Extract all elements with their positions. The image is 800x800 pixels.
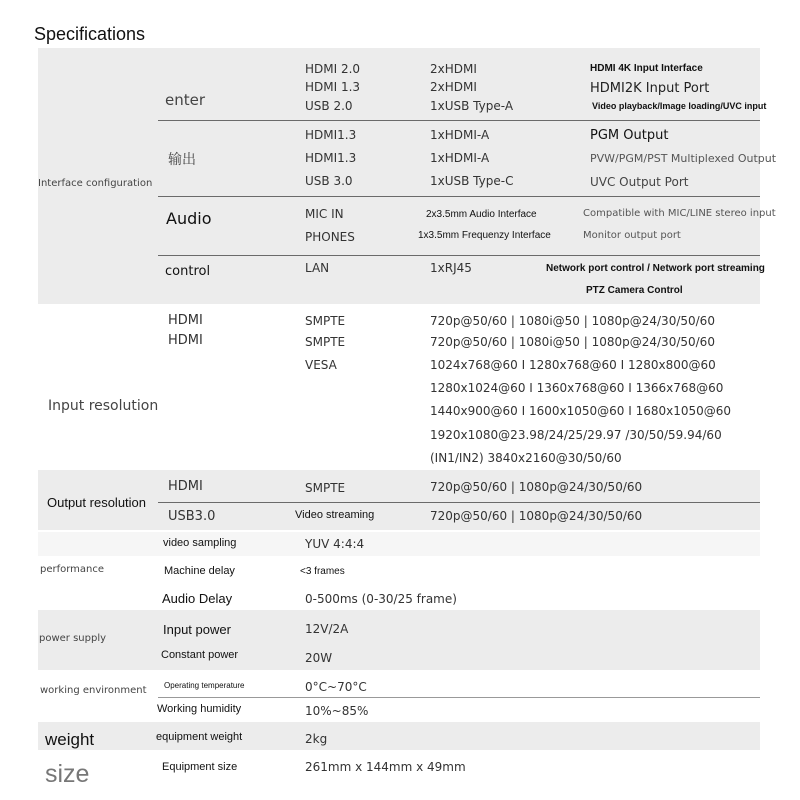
- input-port-1: HDMI: [168, 313, 203, 328]
- perf-value-3: 0-500ms (0-30/25 frame): [305, 592, 457, 606]
- perf-value-2: <3 frames: [300, 566, 345, 577]
- out-value-2: 720p@50/60 | 1080p@24/30/50/60: [430, 509, 643, 523]
- audio-type-1: 2x3.5mm Audio Interface: [426, 209, 537, 220]
- out-std-1: SMPTE: [305, 481, 346, 495]
- perf-name-2: Machine delay: [164, 565, 235, 577]
- perf-value-1: YUV 4:4:4: [305, 537, 365, 551]
- page-title: Specifications: [34, 24, 146, 44]
- input-value-6: 1920x1080@23.98/24/25/29.97 /30/50/59.94/60: [430, 428, 722, 442]
- section-label-interface: Interface configuration: [38, 178, 153, 189]
- section-label-output-resolution: Output resolution: [47, 495, 147, 510]
- input-value-2: 720p@50/60 | 1080i@50 | 1080p@24/30/50/60: [430, 335, 715, 349]
- output-port-2: HDMI1.3: [305, 151, 357, 165]
- enter-desc-3: Video playback/Image loading/UVC input: [592, 101, 767, 111]
- section-label-weight: weight: [45, 730, 95, 749]
- row-label-output: 输出: [168, 152, 196, 168]
- output-type-1: 1xHDMI-A: [430, 128, 490, 142]
- enter-port-1: HDMI 2.0: [305, 62, 361, 76]
- env-value-1: 0°C~70°C: [305, 680, 367, 694]
- control-desc-1: Network port control / Network port streaming: [546, 263, 765, 274]
- output-desc-1: PGM Output: [590, 128, 669, 143]
- out-value-1: 720p@50/60 | 1080p@24/30/50/60: [430, 480, 643, 494]
- enter-port-3: USB 2.0: [305, 99, 353, 113]
- env-name-1: Operating temperature: [164, 681, 245, 690]
- power-name-1: Input power: [163, 622, 231, 637]
- perf-name-3: Audio Delay: [162, 591, 233, 606]
- enter-desc-2: HDMI2K Input Port: [590, 81, 710, 96]
- section-label-power: power supply: [39, 633, 107, 644]
- output-desc-2: PVW/PGM/PST Multiplexed Output: [590, 152, 777, 165]
- weight-name: equipment weight: [156, 731, 243, 743]
- audio-port-1: MIC IN: [305, 207, 344, 221]
- enter-desc-1: HDMI 4K Input Interface: [590, 63, 703, 74]
- size-name: Equipment size: [162, 761, 238, 773]
- row-label-enter: enter: [165, 91, 206, 109]
- out-port-2: USB3.0: [168, 509, 216, 524]
- section-label-performance: performance: [40, 564, 105, 575]
- input-std-1: SMPTE: [305, 314, 346, 328]
- power-value-1: 12V/2A: [305, 622, 349, 636]
- input-std-3: VESA: [305, 358, 337, 372]
- input-value-4: 1280x1024@60 I 1360x768@60 I 1366x768@60: [430, 381, 724, 395]
- power-value-2: 20W: [305, 651, 333, 665]
- control-type: 1xRJ45: [430, 261, 472, 275]
- weight-value: 2kg: [305, 732, 328, 746]
- input-port-2: HDMI: [168, 333, 203, 348]
- control-desc-2: PTZ Camera Control: [586, 285, 683, 296]
- section-label-environment: working environment: [40, 685, 147, 696]
- audio-desc-2: Monitor output port: [583, 230, 681, 241]
- input-value-7: (IN1/IN2) 3840x2160@30/50/60: [430, 451, 622, 465]
- control-port: LAN: [305, 261, 330, 275]
- input-value-5: 1440x900@60 I 1600x1050@60 I 1680x1050@60: [430, 404, 732, 418]
- output-port-1: HDMI1.3: [305, 128, 357, 142]
- out-std-2: Video streaming: [295, 509, 375, 521]
- input-value-3: 1024x768@60 I 1280x768@60 I 1280x800@60: [430, 358, 716, 372]
- audio-desc-1: Compatible with MIC/LINE stereo input: [583, 208, 776, 219]
- input-value-1: 720p@50/60 | 1080i@50 | 1080p@24/30/50/60: [430, 314, 715, 328]
- size-value: 261mm x 144mm x 49mm: [305, 760, 466, 774]
- output-desc-3: UVC Output Port: [590, 175, 689, 189]
- audio-port-2: PHONES: [305, 230, 355, 244]
- power-name-2: Constant power: [161, 649, 239, 661]
- enter-type-2: 2xHDMI: [430, 80, 477, 94]
- input-std-2: SMPTE: [305, 335, 346, 349]
- output-port-3: USB 3.0: [305, 174, 353, 188]
- row-label-control: control: [165, 264, 211, 279]
- section-label-input-resolution: Input resolution: [48, 398, 159, 414]
- output-type-2: 1xHDMI-A: [430, 151, 490, 165]
- output-type-3: 1xUSB Type-C: [430, 174, 514, 188]
- audio-type-2: 1x3.5mm Frequenzy Interface: [418, 230, 551, 241]
- enter-type-1: 2xHDMI: [430, 62, 477, 76]
- perf-name-1: video sampling: [163, 537, 237, 549]
- section-label-size: size: [45, 760, 90, 788]
- enter-type-3: 1xUSB Type-A: [430, 99, 514, 113]
- row-label-audio: Audio: [166, 209, 212, 228]
- out-port-1: HDMI: [168, 479, 203, 494]
- env-value-2: 10%~85%: [305, 704, 369, 718]
- env-name-2: Working humidity: [157, 703, 242, 715]
- enter-port-2: HDMI 1.3: [305, 80, 361, 94]
